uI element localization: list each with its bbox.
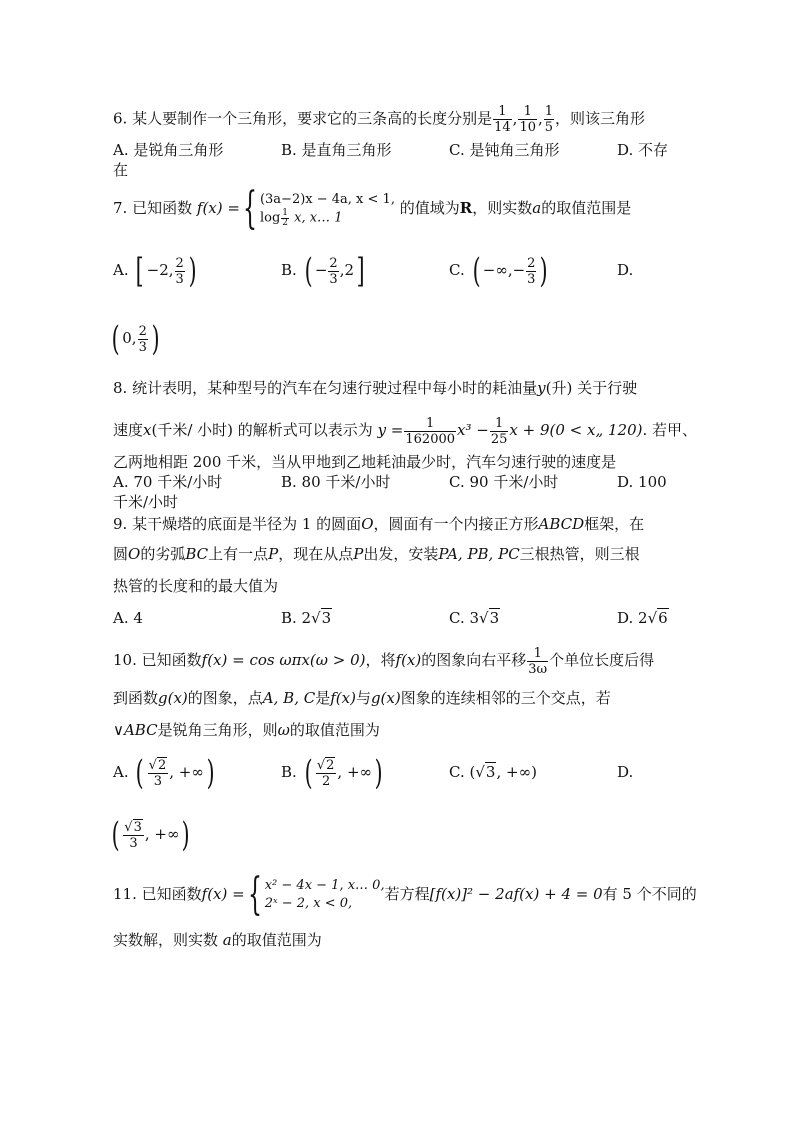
- q6-option-b: B. 是直角三角形: [281, 141, 392, 159]
- question-6-stem: 6. 某人要制作一个三角形，要求它的三条高的长度分别是 $\frac{1}{14}$ , $\frac{1}{10}$ , $\frac{1}{5}$ ，则该三角形: [113, 104, 646, 135]
- question-8-line-1: 8. 统计表明，某种型号的汽车在匀速行驶过程中每小时的耗油量y(升) 关于行驶: [113, 379, 638, 397]
- q8-option-d: D. 100: [617, 473, 667, 491]
- question-10-line-3: ∨ABC是锐角三角形，则ω的取值范围为: [113, 721, 380, 739]
- question-9-line-2: 圆O的劣弧BC上有一点P，现在从点P出发，安装PA, PB, PC三根热管，则三根: [113, 545, 640, 563]
- question-11-line-2: 实数解，则实数 a的取值范围为: [113, 931, 322, 949]
- fraction: $\frac{1}{14}$: [494, 104, 511, 135]
- q7-option-d: ( 0, $\frac{2}{3}$ ): [111, 319, 160, 359]
- q8-option-a: A. 70 千米/小时: [113, 473, 223, 491]
- question-10-line-1: 10. 已知函数f(x) = cos ωπx(ω > 0)，将f(x)的图象向右平移 $\frac{1}{3\omega}$ 个单位长度后得: [113, 645, 655, 677]
- q10-option-d-label: D.: [617, 763, 634, 781]
- fraction: $\frac{1}{5}$: [544, 104, 554, 135]
- piecewise-function: x² − 4x − 1, x… 0, 2ˣ − 2, x < 0,: [264, 878, 385, 911]
- question-9-line-3: 热管的长度和的最大值为: [113, 577, 279, 595]
- q7-option-a: A. [ −2, $\frac{2}{3}$ ): [113, 251, 197, 291]
- question-10-line-2: 到函数g(x)的图象，点A, B, C是f(x)与g(x)图象的连续相邻的三个交点，若: [113, 689, 611, 707]
- q9-option-d: D. 2√6: [617, 609, 668, 627]
- question-8-line-2: 速度x(千米/ 小时) 的解析式可以表示为 y = $\frac{1}{162000}$ x³ − $\frac{1}{25}$ x + 9(0 < x„ 120). 若甲、: [113, 415, 698, 447]
- q10-option-b: B. ( $\frac{√2}{2}$ , +∞): [281, 753, 383, 793]
- q10-option-c: C. (√3, +∞): [449, 763, 537, 781]
- q7-option-c: C. ( −∞,− $\frac{2}{3}$ ): [449, 251, 549, 291]
- question-7-stem: 7. 已知函数 f(x) ={ (3a−2)x − 4a, x < 1, log $\frac{1}{2}$ x, x… 1 的值域为R，则实数a的取值范围是: [113, 183, 632, 234]
- q6-option-d: D. 不存: [617, 141, 669, 159]
- question-9-line-1: 9. 某干燥塔的底面是半径为 1 的圆面O，圆面有一个内接正方形ABCD框架，在: [113, 515, 645, 533]
- q7-option-b: B. ( − $\frac{2}{3}$ ,2]: [281, 251, 365, 291]
- q10-option-a: A. ( $\frac{√2}{3}$ , +∞): [113, 753, 215, 793]
- q10-option-d: ( $\frac{√3}{3}$ , +∞): [111, 815, 191, 855]
- q7-option-d-label: D.: [617, 261, 634, 279]
- question-11-line-1: 11. 已知函数f(x) ={ x² − 4x − 1, x… 0, 2ˣ − 2, x < 0, 若方程[f(x)]² − 2af(x) + 4 = 0有 5 个不同的: [113, 869, 697, 920]
- piecewise-function: (3a−2)x − 4a, x < 1, log $\frac{1}{2}$ x, x… 1: [259, 191, 395, 228]
- fraction: $\frac{1}{10}$: [519, 104, 536, 135]
- q8-option-c: C. 90 千米/小时: [449, 473, 559, 491]
- question-8-line-3: 乙两地相距 200 千米，当从甲地到乙地耗油最少时，汽车匀速行驶的速度是: [113, 453, 617, 471]
- q8-option-d-wrap: 千米/小时: [113, 493, 179, 511]
- q9-option-c: C. 3√3: [449, 609, 500, 627]
- q6-option-d-wrap: 在: [113, 161, 129, 179]
- q9-option-b: B. 2√3: [281, 609, 332, 627]
- q8-option-b: B. 80 千米/小时: [281, 473, 391, 491]
- q6-option-c: C. 是钝角三角形: [449, 141, 560, 159]
- q9-option-a: A. 4: [113, 609, 143, 627]
- q6-option-a: A. 是锐角三角形: [113, 141, 224, 159]
